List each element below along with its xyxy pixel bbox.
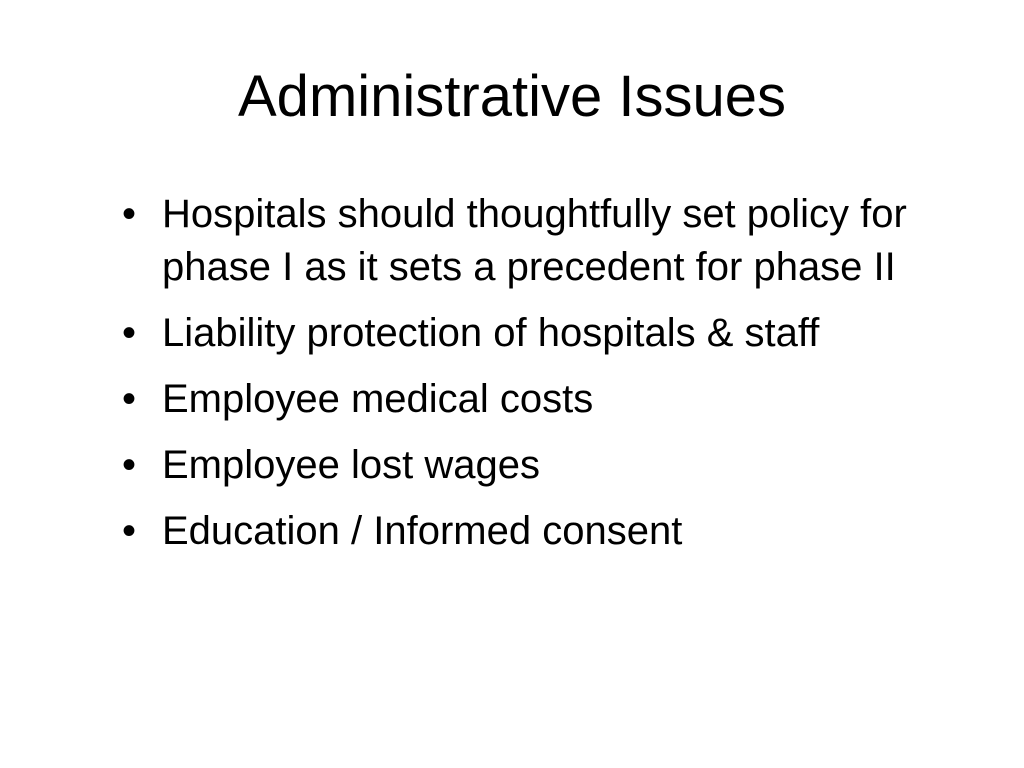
bullet-icon: • [122, 377, 137, 421]
bullet-text: Employee medical costs [162, 377, 594, 421]
bullet-item-policy [122, 188, 962, 294]
bullet-icon: • [122, 311, 137, 355]
bullet-text: Liability protection of hospitals & staff [162, 311, 820, 355]
slide-title: Administrative Issues [238, 64, 786, 129]
bullet-icon: • [122, 443, 137, 487]
bullet-list [122, 188, 962, 571]
bullet-item-liability [122, 307, 962, 360]
bullet-item-lost-wages [122, 439, 962, 492]
bullet-text: Employee lost wages [162, 443, 540, 487]
bullet-icon: • [122, 509, 137, 553]
bullet-icon: • [122, 192, 137, 236]
bullet-item-medical-costs [122, 373, 962, 426]
bullet-text: Hospitals should thoughtfully set policy for phase I as it sets a precedent for phase II [162, 192, 907, 289]
bullet-text: Education / Informed consent [162, 509, 683, 553]
bullet-item-informed-consent [122, 505, 962, 558]
